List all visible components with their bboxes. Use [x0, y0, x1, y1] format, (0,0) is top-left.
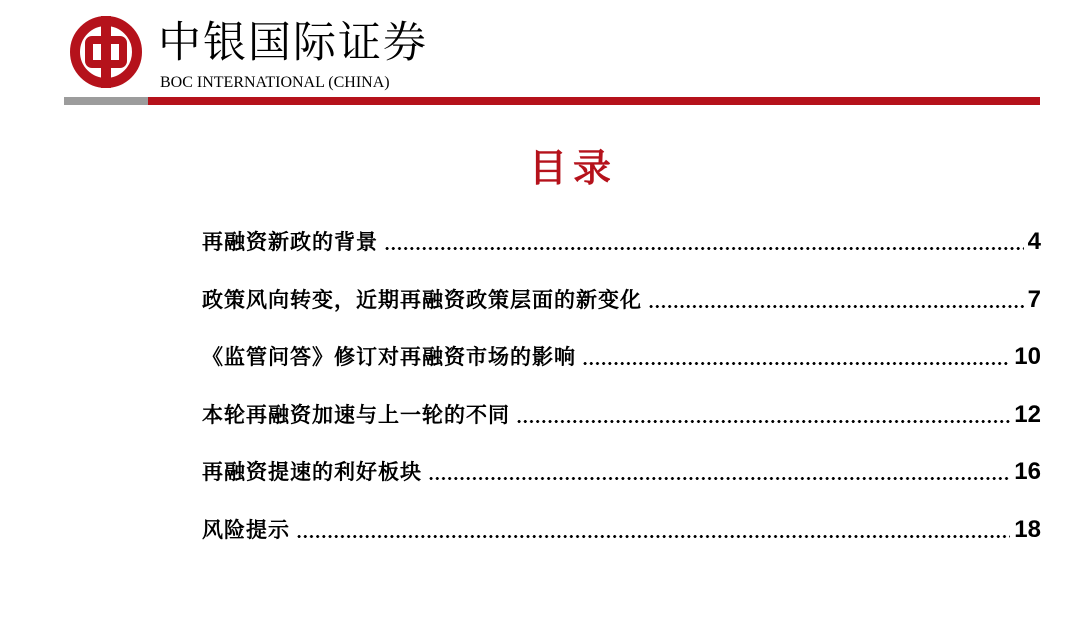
toc-entry-label: 再融资新政的背景: [202, 230, 378, 254]
toc-entry-page: 12: [1014, 400, 1041, 428]
brand-name-chinese: 中银国际证券: [158, 18, 428, 68]
toc-entry[interactable]: [202, 337, 1041, 377]
toc-dot-leader: [582, 362, 1010, 365]
toc-entry[interactable]: [202, 395, 1041, 435]
toc-dot-leader: [516, 420, 1010, 423]
toc-entry[interactable]: [202, 510, 1041, 550]
toc-entry-label: 《监管问答》修订对再融资市场的影响: [202, 345, 576, 370]
toc-entry-label: 政策风向转变，近期再融资政策层面的新变化: [202, 287, 642, 312]
toc-entry[interactable]: [202, 280, 1041, 320]
header-rule-grey: [64, 97, 148, 105]
toc-dot-leader: [296, 535, 1010, 538]
toc-entry-label: 再融资提速的利好板块: [202, 460, 422, 485]
toc-entry-page: 10: [1014, 343, 1041, 371]
toc-dot-leader: [648, 305, 1024, 308]
toc-entry[interactable]: [202, 452, 1041, 492]
toc-entry-page: 16: [1014, 458, 1041, 486]
toc-title: 目录: [528, 145, 617, 190]
toc-dot-leader: [428, 477, 1010, 480]
report-header: [0, 0, 1068, 110]
toc-entry-label: 风险提示: [202, 517, 290, 542]
header-rule-red: [148, 97, 1040, 105]
boc-logo-icon: [68, 14, 144, 90]
brand-name-english: BOC INTERNATIONAL (CHINA): [160, 74, 390, 91]
table-of-contents: [202, 222, 1041, 568]
toc-entry[interactable]: [202, 222, 1041, 262]
toc-entry-page: 7: [1027, 285, 1041, 313]
toc-entry-page: 4: [1027, 228, 1041, 255]
toc-entry-label: 本轮再融资加速与上一轮的不同: [202, 402, 510, 427]
toc-dot-leader: [384, 247, 1024, 250]
toc-entry-page: 18: [1014, 515, 1041, 543]
